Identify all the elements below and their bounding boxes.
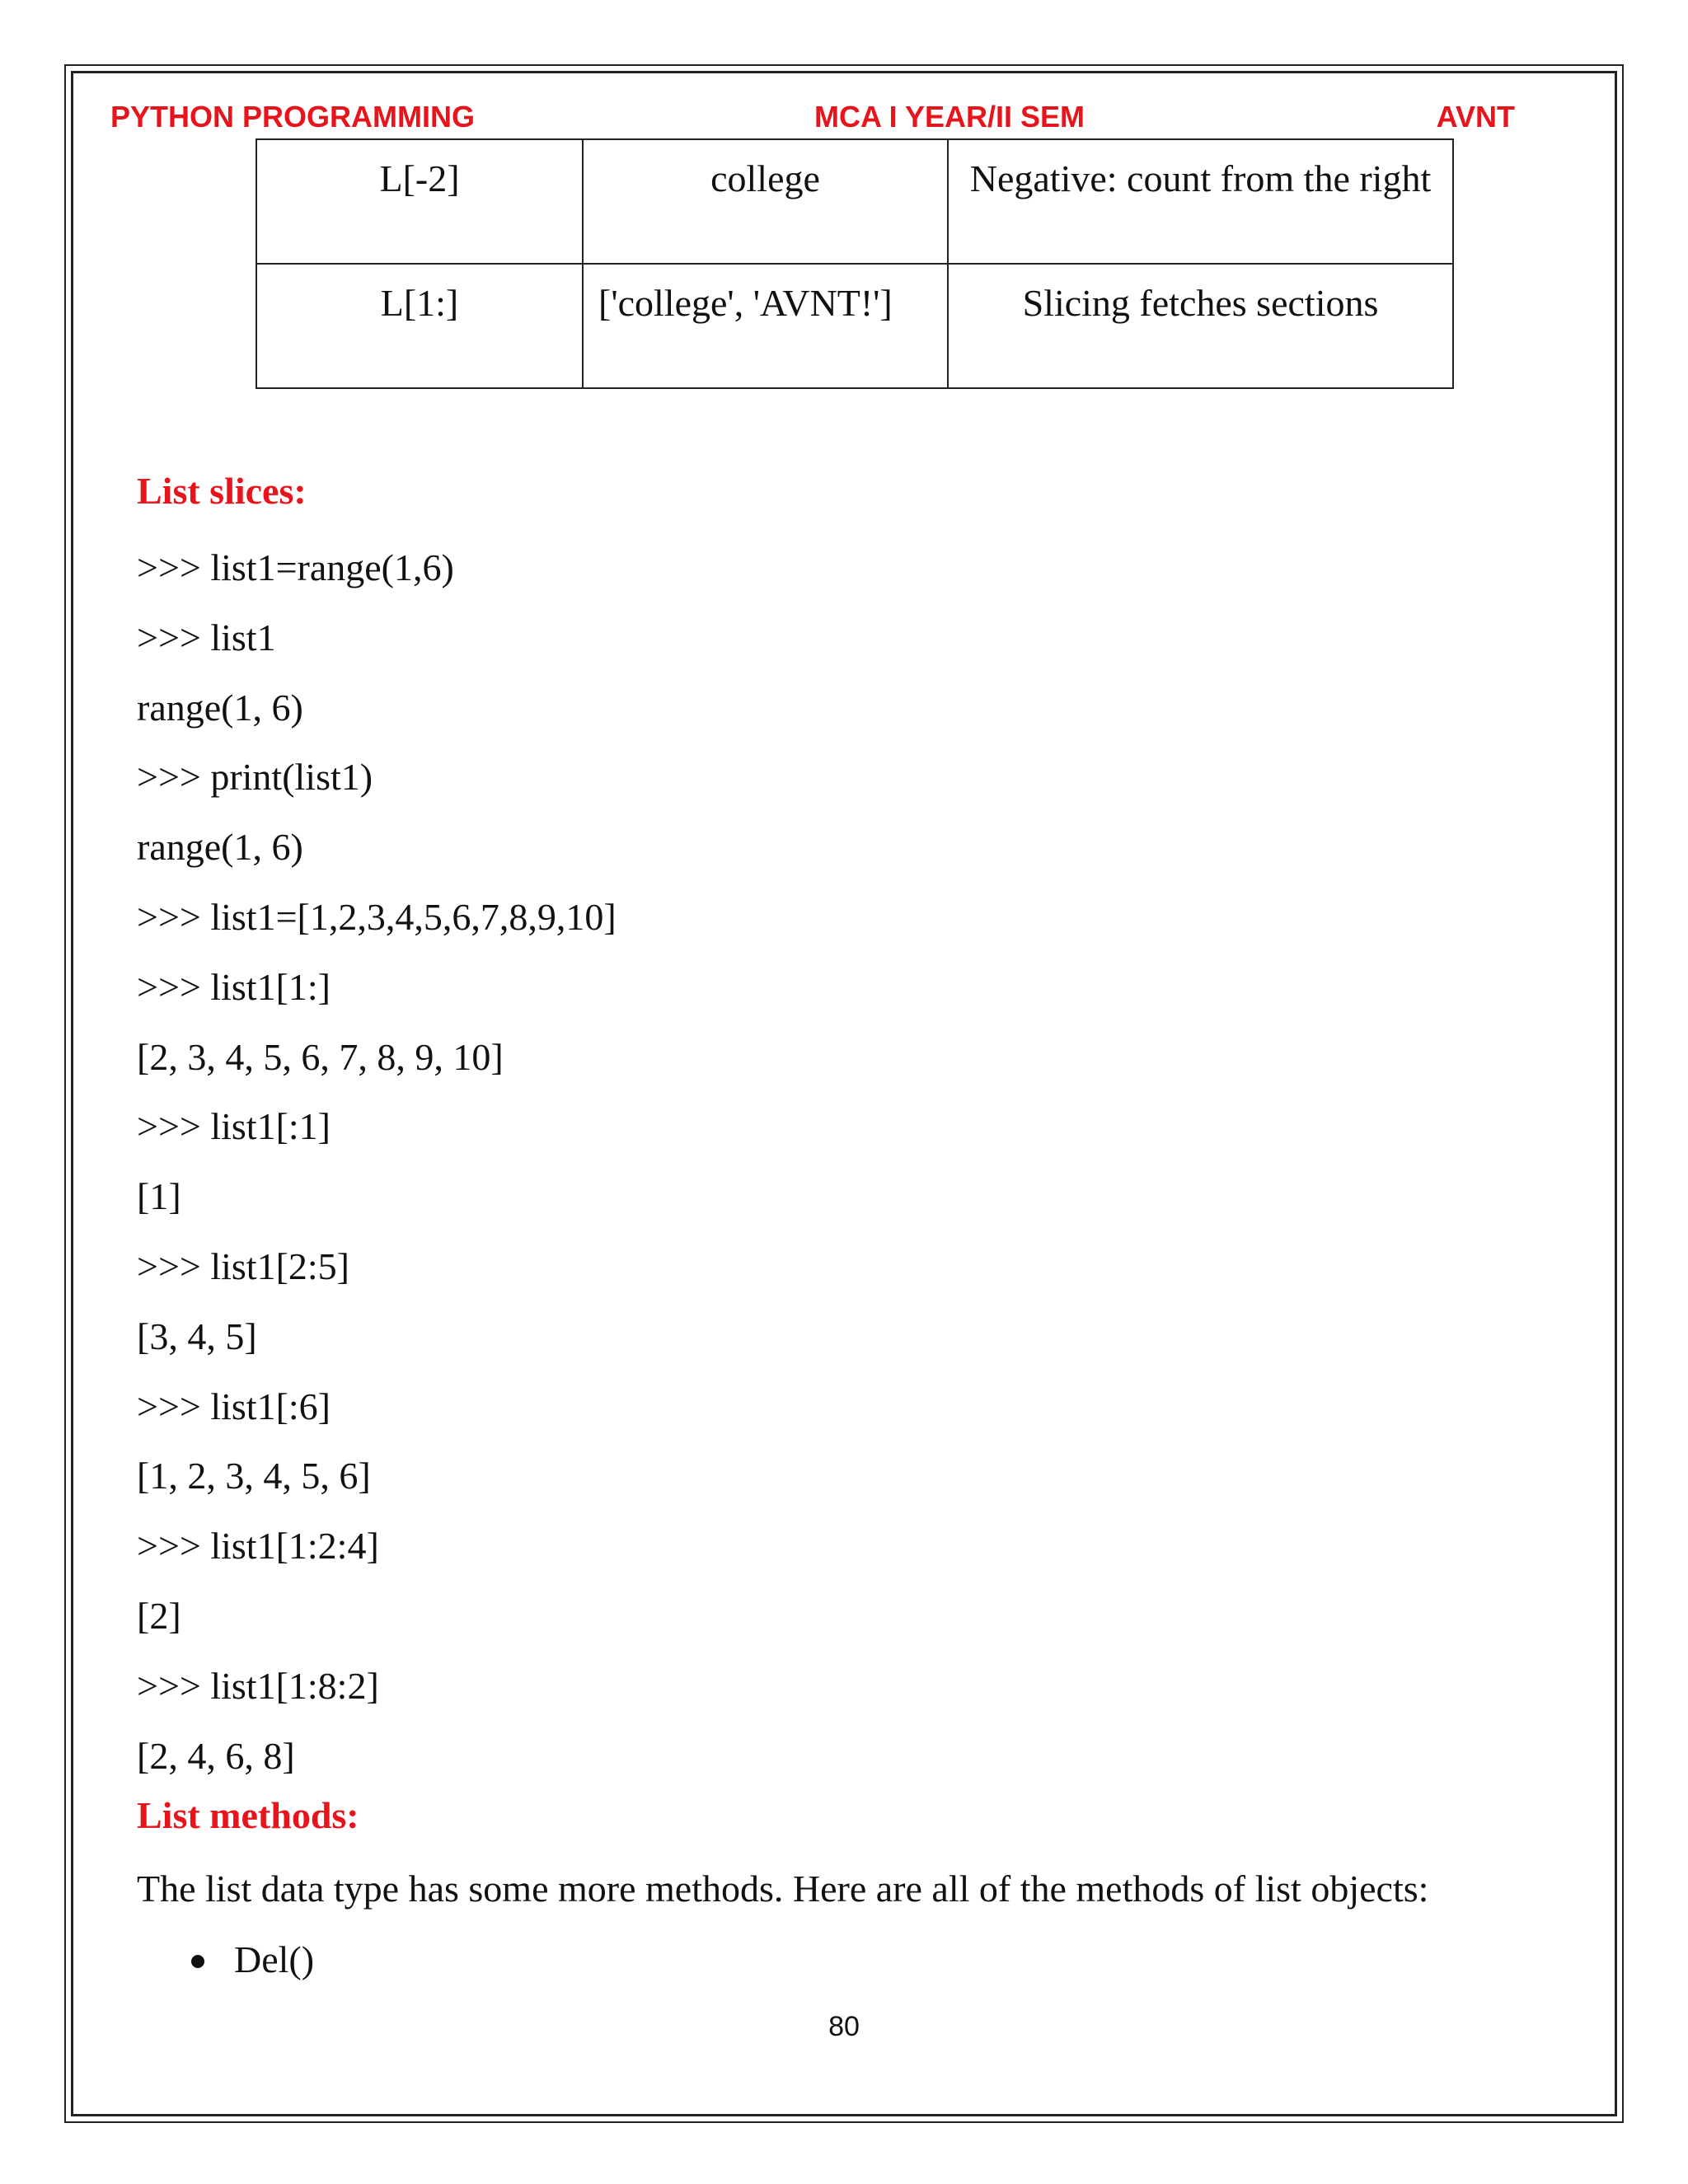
code-line: >>> list1[1:8:2]	[137, 1664, 379, 1707]
methods-bullet-list	[191, 1937, 314, 1982]
code-line: >>> list1[:6]	[137, 1385, 331, 1427]
section-title-list-slices: List slices:	[137, 470, 307, 512]
code-line: [1, 2, 3, 4, 5, 6]	[137, 1455, 371, 1497]
table-cell-expression: L[1:]	[256, 264, 583, 388]
code-line: [2, 3, 4, 5, 6, 7, 8, 9, 10]	[137, 1035, 504, 1078]
code-example-list	[137, 546, 617, 1803]
table-row	[256, 139, 1453, 264]
code-line: [2, 4, 6, 8]	[137, 1734, 295, 1777]
code-line: >>> list1=range(1,6)	[137, 546, 454, 588]
page-number: 80	[828, 2011, 860, 2042]
header-institution: AVNT	[1436, 100, 1515, 134]
bullet-icon	[191, 1955, 204, 1968]
code-line: >>> list1[:1]	[137, 1105, 331, 1148]
code-line: >>> list1[1:]	[137, 965, 331, 1008]
code-line: [2]	[137, 1594, 181, 1637]
code-line: [1]	[137, 1175, 181, 1218]
code-line: range(1, 6)	[137, 826, 303, 869]
section-title-list-methods: List methods:	[137, 1794, 359, 1836]
indexing-table	[256, 138, 1454, 389]
code-line: >>> print(list1)	[137, 756, 373, 799]
table-cell-description: Negative: count from the right	[948, 139, 1453, 264]
list-item	[191, 1937, 314, 1982]
code-line: >>> list1[1:2:4]	[137, 1525, 379, 1568]
header-semester: MCA I YEAR/II SEM	[814, 100, 1085, 134]
code-line: >>> list1	[137, 616, 276, 658]
code-line: >>> list1[2:5]	[137, 1244, 349, 1287]
table-cell-result: ['college', 'AVNT!']	[583, 264, 948, 388]
table-cell-expression: L[-2]	[256, 139, 583, 264]
table-row	[256, 264, 1453, 388]
methods-intro-paragraph: The list data type has some more methods. Here are all of the methods of list objects:	[137, 1868, 1429, 1910]
header-course-title: PYTHON PROGRAMMING	[110, 100, 476, 134]
list-item-label: Del()	[234, 1938, 315, 1980]
table-cell-description: Slicing fetches sections	[948, 264, 1453, 388]
table-cell-result: college	[583, 139, 948, 264]
code-line: >>> list1=[1,2,3,4,5,6,7,8,9,10]	[137, 895, 617, 938]
code-line: [3, 4, 5]	[137, 1315, 257, 1357]
code-line: range(1, 6)	[137, 686, 303, 729]
